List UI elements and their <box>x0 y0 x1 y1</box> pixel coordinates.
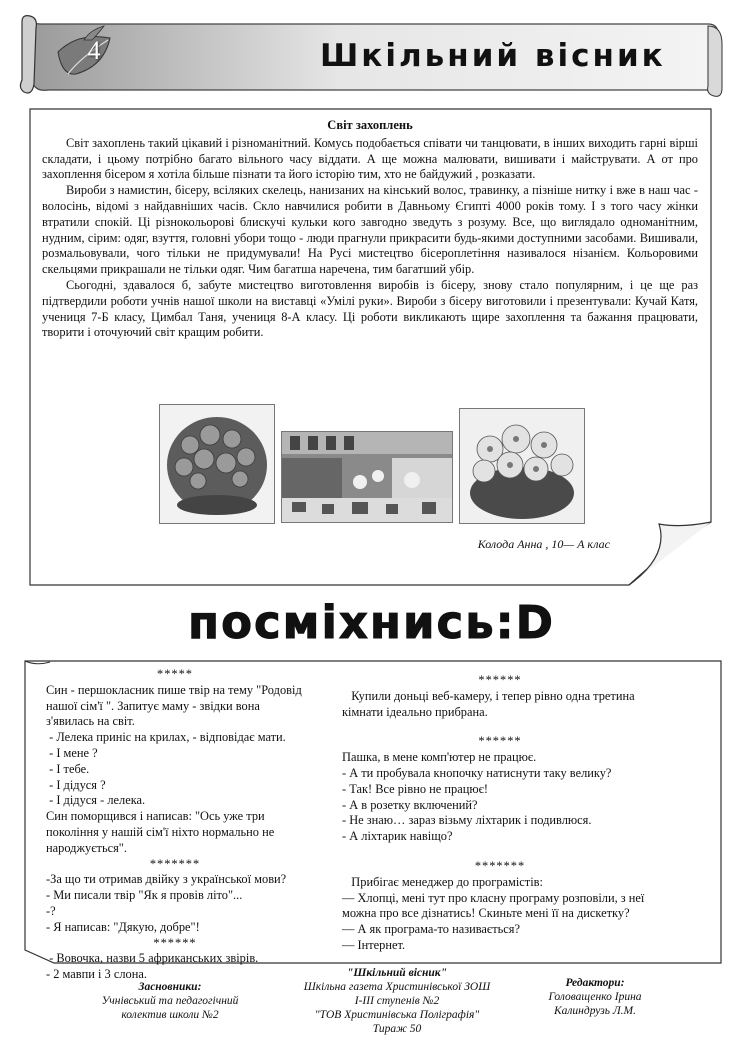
footer-publication <box>282 966 512 1036</box>
founders-line: Учнівський та педагогічний <box>101 995 239 1007</box>
publication-line: Тираж 50 <box>372 1023 422 1035</box>
page-number: 4 <box>87 36 101 65</box>
editors-heading: Редактори: <box>565 977 625 989</box>
beadwork-bouquet-photo <box>459 408 585 524</box>
joke-line: Син - першокласник пише твір на тему "Родовід нашої сім'ї ". Запитує маму - звідки вона з'явилась на світ. <box>46 682 305 729</box>
publication-line: І-ІІІ ступенів №2 <box>354 995 440 1007</box>
joke-line: — Хлопці, мені тут про класну програму розповіли, з неї можна про все дізнатись! Скиньте мені її на дискетку? <box>342 890 648 921</box>
beadwork-flowers-photo <box>159 404 275 524</box>
article-title: Світ захоплень <box>327 118 413 132</box>
joke-line: - Так! Все рівно не працює! <box>342 781 489 796</box>
article-paragraph: Сьогодні, здавалося б, забуте мистецтво виготовлення виробів із бісеру, знову стало популярним, і це ще раз підтвердили роботи учнів нашої школи на виставці «Умілі руки». Вироби з бісеру виготовили і презентували: Кучай Катя, учениця 7-Б класу, Цимбал Таня, учениця 8-А класу. Ці роботи викликають щире захоплення та бажання працювати, творити і оточуючий світ кращим робити. <box>42 277 698 340</box>
joke-spacer <box>342 845 658 859</box>
joke-line: Син поморщився і написав: "Ось уже три покоління у нашій сім'ї ніхто нормально не народжується". <box>46 809 278 855</box>
joke-separator: ***** <box>157 667 193 681</box>
editors-line: Калиндрузь Л.М. <box>554 1005 636 1017</box>
joke-line: - Ми писали твір "Як я провів літо"... <box>46 888 243 903</box>
publication-line: "ТОВ Христинівська Поліграфія" <box>314 1009 480 1021</box>
publication-line: Шкільна газета Христинівської ЗОШ <box>303 981 491 993</box>
joke-line: - І мене ? <box>46 745 98 760</box>
joke-line: Прибігає менеджер до програмістів: <box>342 874 543 889</box>
exhibition-photo <box>281 431 453 523</box>
joke-line: - Лелека приніс на крилах, - відповідає мати. <box>46 730 286 745</box>
jokes-right-column <box>342 673 658 954</box>
joke-separator: ******* <box>474 858 526 873</box>
joke-separator: ****** <box>478 734 522 749</box>
article-byline: Колода Анна , 10— А клас <box>477 537 610 551</box>
joke-line: - І дідуся ? <box>46 777 106 792</box>
humor-section-title: посміхнись:D <box>187 596 555 649</box>
founders-heading: Засновники: <box>138 981 202 993</box>
joke-separator: ******* <box>149 856 201 871</box>
joke-line: Пашка, в мене комп'ютер не працює. <box>342 750 537 765</box>
article-paragraph: Світ захоплень такий цікавий і різноманітний. Комусь подобається співати чи танцювати, в інших виходить гарні вірші складати, і цьому потрібно багато вільного часу віддати. А ще можна малювати, вишивати і майструвати. А от про захоплення бісером я хотіла більше пізнати та його історію тим, хто не байдужий , розказати. <box>42 135 698 182</box>
joke-line: - А ти пробувала кнопочку натиснути таку велику? <box>342 765 612 780</box>
joke-spacer <box>342 720 658 734</box>
joke-line: - А ліхтарик навіщо? <box>342 829 453 844</box>
editors-line: Головащенко Ірина <box>548 991 642 1003</box>
joke-line: -За що ти отримав двійку з української мови? <box>46 872 287 887</box>
jokes-left-column <box>46 667 304 983</box>
footer-editors <box>530 976 660 1018</box>
joke-line: - Не знаю… зараз візьму ліхтарик і подивлюся. <box>342 813 592 828</box>
founders-line: колектив школи №2 <box>121 1009 219 1021</box>
joke-line: - І дідуся - лелека. <box>46 793 146 808</box>
joke-line: Купили доньці веб-камеру, і тепер рівно одна третина кімнати ідеально прибрана. <box>342 688 638 719</box>
joke-line: — А як програма-то називається? <box>342 922 521 937</box>
joke-separator: ****** <box>478 673 522 687</box>
publication-heading: "Шкільний вісник" <box>347 967 447 979</box>
article-paragraph: Вироби з намистин, бісеру, всіляких скелець, нанизаних на кінський волос, травинку, а пізніше нитку і вже в наш час - волосінь, відомі з найдавніших часів. Скло навчилися робити в Давньому Єгипті 4000 років тому. І з того часу жінки втратили спокій. Ці різнокольорові блискучі кульки кого завгодно зведуть з розуму. Все, що виглядало одноманітним, нудним, сірим: одяг, взуття, головні убори тощо - люди прагнули прикрасити будь-якими доступними засобами. Вишивали, розмальовували, чого тільки не придумували! На Русі мистецтво бісероплетіння називалося нізанієм. Кольоровими скельцями прикрашали не тільки одяг. Чим багатша наречена, тим багатший убір. <box>42 183 698 277</box>
joke-line: -? <box>46 903 56 918</box>
joke-line: - І тебе. <box>46 761 90 776</box>
joke-line: - А в розетку включений? <box>342 797 478 812</box>
newspaper-title: Шкільний вісник <box>320 38 666 74</box>
joke-separator: ****** <box>153 935 197 950</box>
joke-line: — Інтернет. <box>342 937 406 952</box>
joke-line: - Я написав: "Дякую, добре"! <box>46 919 200 934</box>
joke-line: - 2 мавпи і 3 слона. <box>46 967 147 982</box>
article-body <box>42 118 698 341</box>
footer-founders <box>90 980 250 1022</box>
joke-line: - Вовочка, назви 5 африканських звірів. <box>46 951 259 966</box>
